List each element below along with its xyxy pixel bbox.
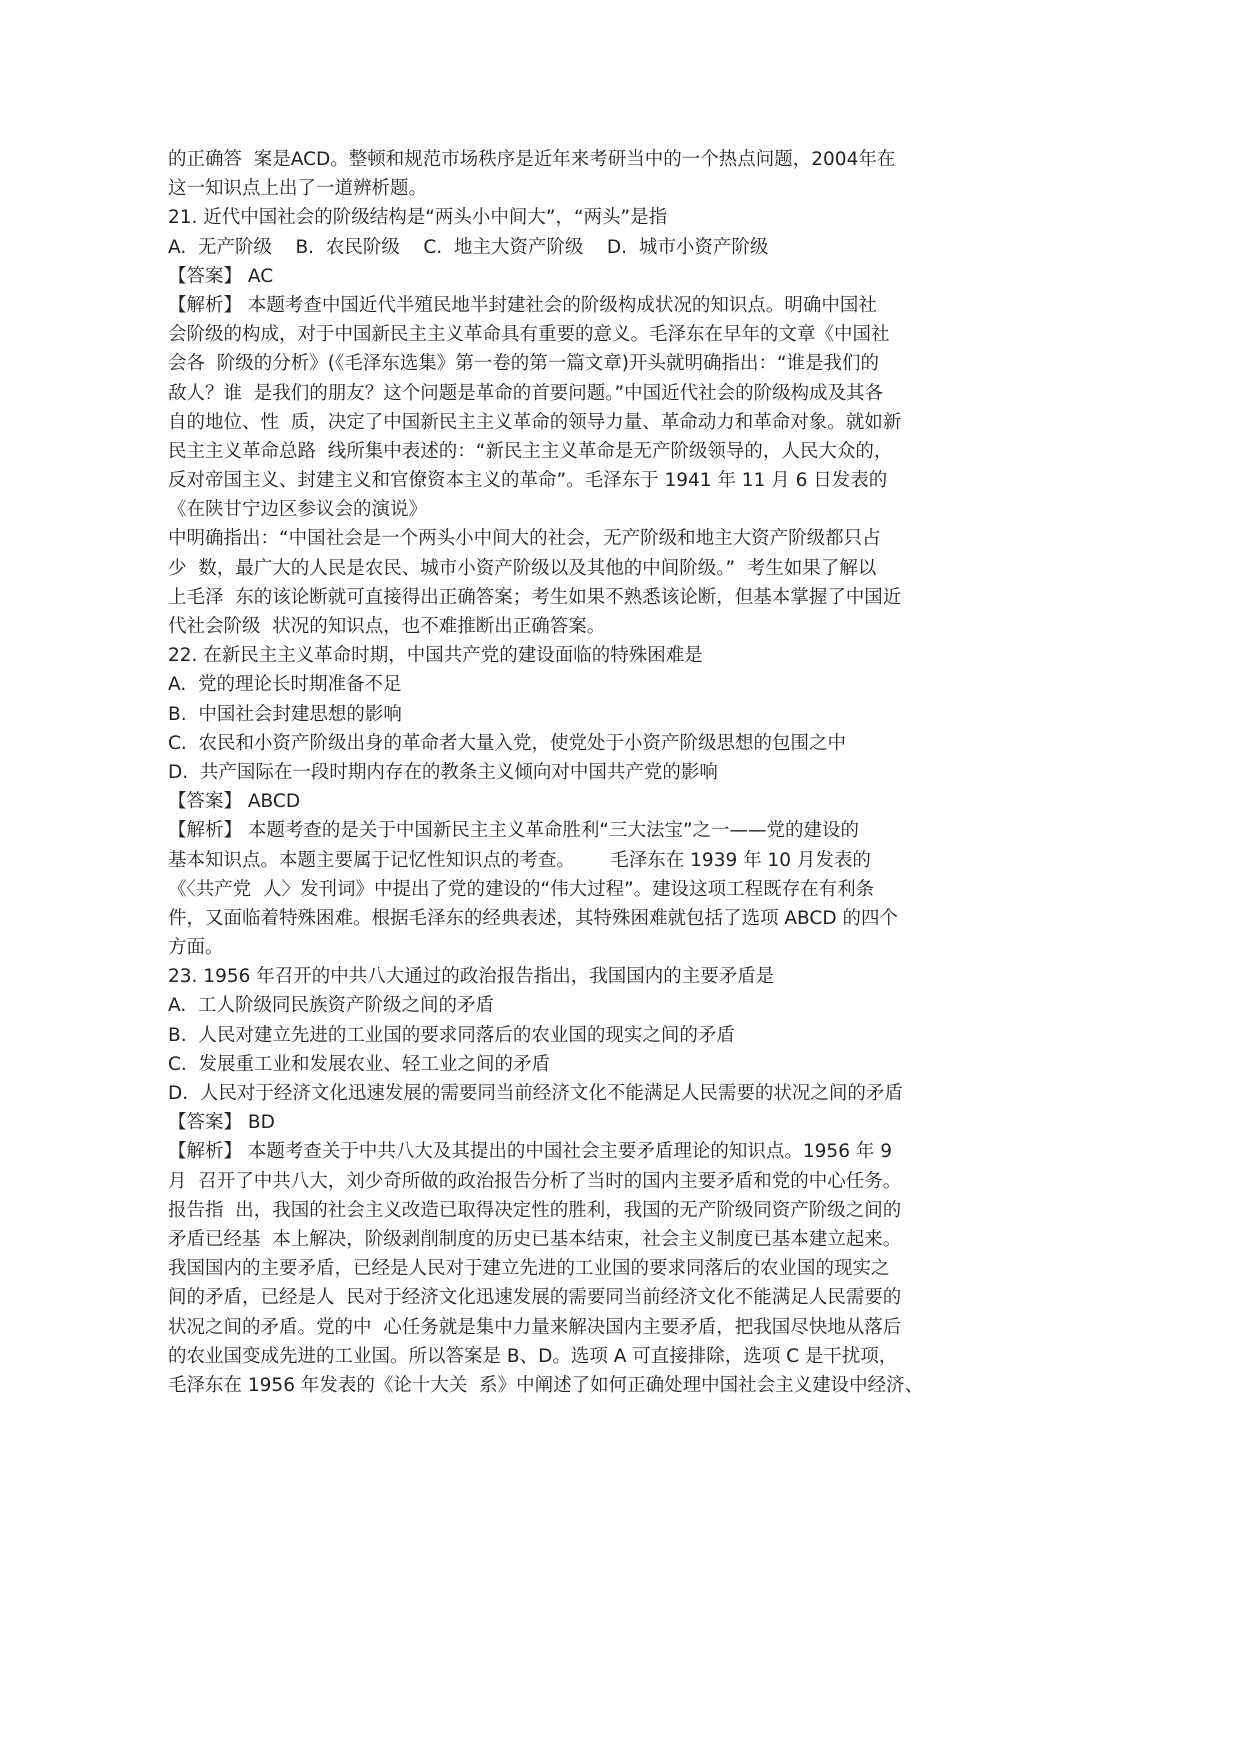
text-line: 件，又面临着特殊困难。根据毛泽东的经典表述，其特殊困难就包括了选项 ABCD 的四个 bbox=[168, 907, 898, 929]
text-line: C. 农民和小资产阶级出身的革命者大量入党，使党处于小资产阶级思想的包围之中 bbox=[168, 732, 847, 754]
text-line: 23. 1956 年召开的中共八大通过的政治报告指出，我国国内的主要矛盾是 bbox=[168, 966, 775, 988]
text-line: 月 召开了中共八大，刘少奇所做的政治报告分析了当时的国内主要矛盾和党的中心任务。 bbox=[168, 1170, 902, 1192]
text-line: 【解析】 本题考查的是关于中国新民主主义革命胜利“三大法宝”之一——党的建设的 bbox=[168, 820, 860, 842]
text-line: B. 中国社会封建思想的影响 bbox=[168, 703, 402, 725]
text-line: 的农业国变成先进的工业国。所以答案是 B、D。选项 A 可直接排除，选项 C 是干扰项， bbox=[168, 1345, 898, 1367]
text-line: 方面。 bbox=[168, 937, 224, 959]
text-line: 22. 在新民主主义革命时期，中国共产党的建设面临的特殊困难是 bbox=[168, 645, 703, 667]
text-line: D. 共产国际在一段时期内存在的教条主义倾向对中国共产党的影响 bbox=[168, 761, 718, 783]
text-line: B. 人民对建立先进的工业国的要求同落后的农业国的现实之间的矛盾 bbox=[168, 1024, 735, 1046]
text-line: 少 数，最广大的人民是农民、城市小资产阶级以及其他的中间阶级。” 考生如果了解以 bbox=[168, 557, 877, 579]
text-line: 毛泽东在 1956 年发表的《论十大关 系》中阐述了如何正确处理中国社会主义建设中经济、 bbox=[168, 1374, 924, 1396]
text-line: 这一知识点上出了一道辨析题。 bbox=[168, 178, 428, 200]
text-line: 民主主义革命总路 线所集中表述的：“新民主主义革命是无产阶级领导的，人民大众的， bbox=[168, 440, 893, 462]
text-line: 的正确答 案是ACD。整顿和规范市场秩序是近年来考研当中的一个热点问题，2004年在 bbox=[168, 149, 896, 170]
text-line: 上毛泽 东的该论断就可直接得出正确答案；考生如果不熟悉该论断，但基本掌握了中国近 bbox=[168, 586, 902, 608]
text-line: 间的矛盾，已经是人 民对于经济文化迅速发展的需要同当前经济文化不能满足人民需要的 bbox=[168, 1287, 902, 1309]
text-line: 【答案】 ABCD bbox=[168, 791, 301, 813]
text-line: D. 人民对于经济文化迅速发展的需要同当前经济文化不能满足人民需要的状况之间的矛盾 bbox=[168, 1083, 903, 1104]
text-line: 基本知识点。本题主要属于记忆性知识点的考查。 毛泽东在 1939 年 10 月发表的 bbox=[168, 849, 871, 871]
text-line: 我国国内的主要矛盾，已经是人民对于建立先进的工业国的要求同落后的农业国的现实之 bbox=[168, 1258, 890, 1280]
text-line: A. 工人阶级同民族资产阶级之间的矛盾 bbox=[168, 995, 494, 1017]
text-line: C. 发展重工业和发展农业、轻工业之间的矛盾 bbox=[168, 1053, 551, 1075]
text-line: 中明确指出：“中国社会是一个两头小中间大的社会，无产阶级和地主大资产阶级都只占 bbox=[168, 528, 881, 550]
text-line: 报告指 出，我国的社会主义改造已取得决定性的胜利，我国的无产阶级同资产阶级之间的 bbox=[168, 1199, 902, 1221]
text-line: 会阶级的构成，对于中国新民主主义革命具有重要的意义。毛泽东在早年的文章《中国社 bbox=[168, 324, 890, 346]
document-page bbox=[168, 145, 968, 1400]
text-line: A. 无产阶级 B. 农民阶级 C. 地主大资产阶级 D. 城市小资产阶级 bbox=[168, 236, 769, 258]
text-line: A. 党的理论长时期准备不足 bbox=[168, 674, 402, 696]
text-line: 反对帝国主义、封建主义和官僚资本主义的革命”。毛泽东于 1941 年 11 月 6 日发表的 bbox=[168, 470, 888, 492]
text-line: 矛盾已经基 本上解决，阶级剥削制度的历史已基本结束，社会主义制度已基本建立起来。 bbox=[168, 1228, 902, 1250]
text-line: 《〈共产党 人〉发刊词》中提出了党的建设的“伟大过程”。建设这项工程既存在有利条 bbox=[168, 878, 875, 900]
text-line: 21. 近代中国社会的阶级结构是“两头小中间大”，“两头”是指 bbox=[168, 207, 668, 229]
text-line: 状况之间的矛盾。党的中 心任务就是集中力量来解决国内主要矛盾，把我国尽快地从落后 bbox=[168, 1316, 902, 1338]
text-line: 敌人？谁 是我们的朋友？这个问题是革命的首要问题。”中国近代社会的阶级构成及其各 bbox=[168, 382, 884, 404]
text-line: 自的地位、性 质，决定了中国新民主主义革命的领导力量、革命动力和革命对象。就如新 bbox=[168, 411, 902, 433]
text-line: 【解析】 本题考查中国近代半殖民地半封建社会的阶级构成状况的知识点。明确中国社 bbox=[168, 294, 877, 316]
text-line: 会各 阶级的分析》(《毛泽东选集》第一卷的第一篇文章)开头就明确指出：“谁是我们的 bbox=[168, 353, 880, 375]
text-line: 【答案】 AC bbox=[168, 265, 274, 287]
text-line: 《在陕甘宁边区参议会的演说》 bbox=[168, 499, 428, 521]
text-line: 【答案】 BD bbox=[168, 1112, 275, 1134]
text-line: 代社会阶级 状况的知识点，也不难推断出正确答案。 bbox=[168, 616, 606, 637]
text-line: 【解析】 本题考查关于中共八大及其提出的中国社会主要矛盾理论的知识点。1956 年 9 bbox=[168, 1141, 892, 1163]
